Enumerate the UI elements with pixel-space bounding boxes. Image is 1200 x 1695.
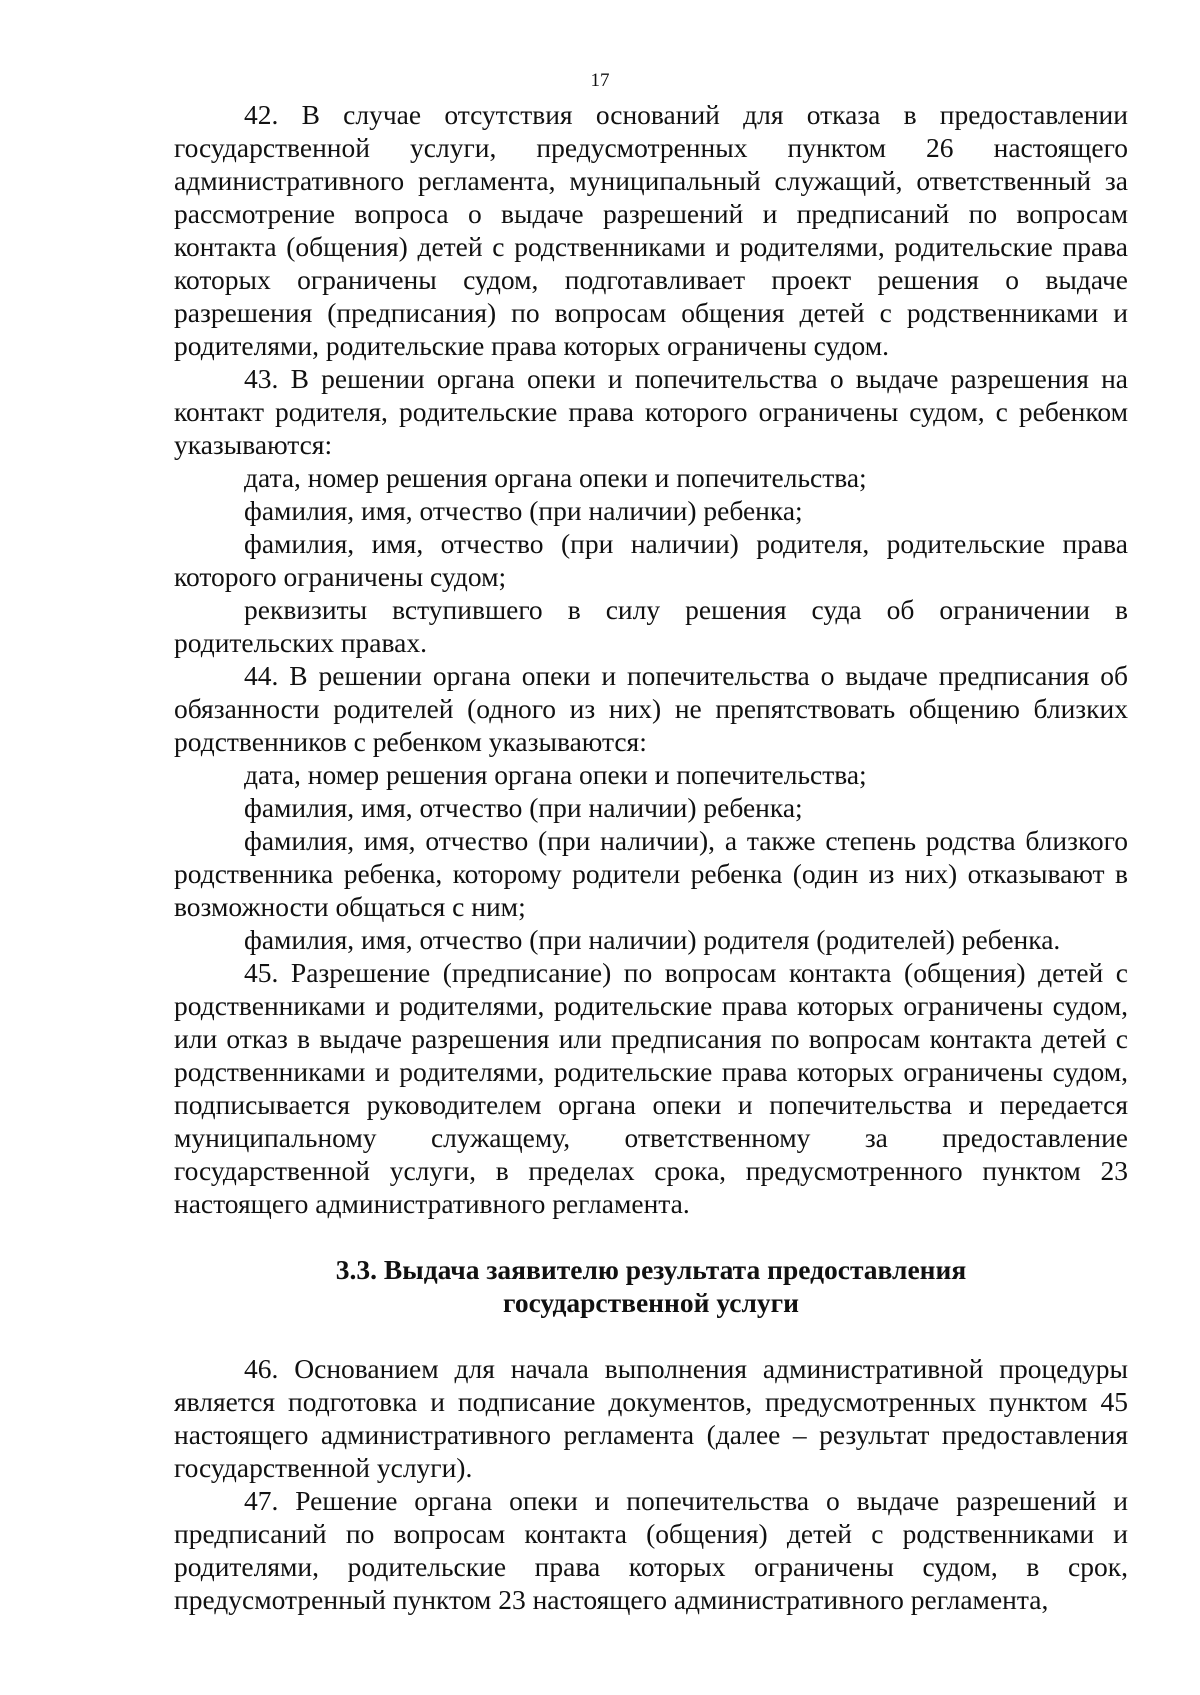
list-item: дата, номер решения органа опеки и попечительства; [244, 462, 867, 493]
document-body [174, 98, 1128, 1616]
paragraph-42: 42. В случае отсутствия оснований для отказа в предоставлении государственной услуги, предусмотренных пунктом 26 настоящего административного регламента, муниципальный служащий, ответственный за рассмотрение вопроса о выдаче разрешений и предписаний по вопросам контакта (общения) детей с родственниками и родителями, родительские права которых ограничены судом, подготавливает проект решения о выдаче разрешения (предписания) по вопросам общения детей с родственниками и родителями, родительские права которых ограничены судом. [174, 99, 1128, 361]
list-item: фамилия, имя, отчество (при наличии) ребенка; [244, 792, 803, 823]
section-heading-line-2: государственной услуги [503, 1287, 799, 1318]
section-heading [174, 1253, 1128, 1319]
list-item: фамилия, имя, отчество (при наличии) ребенка; [244, 495, 803, 526]
paragraph-43: 43. В решении органа опеки и попечительства о выдаче разрешения на контакт родителя, родительские права которого ограничены судом, с ребенком указываются: [174, 363, 1128, 460]
paragraph-45: 45. Разрешение (предписание) по вопросам контакта (общения) детей с родственниками и родителями, родительские права которых ограничены судом, или отказ в выдаче разрешения или предписания по вопросам контакта детей с родственниками и родителями, родительские права которых ограничены судом, подписывается руководителем органа опеки и попечительства и передается муниципальному служащему, ответственному за предоставление государственной услуги, в пределах срока, предусмотренного пунктом 23 настоящего административного регламента. [174, 957, 1128, 1219]
section-heading-line-1: 3.3. Выдача заявителю результата предоставления [335, 1254, 967, 1285]
page-number: 17 [590, 70, 610, 91]
list-item: дата, номер решения органа опеки и попечительства; [244, 759, 867, 790]
paragraph-47: 47. Решение органа опеки и попечительства о выдаче разрешений и предписаний по вопросам контакта (общения) детей с родственниками и родителями, родительские права которых ограничены судом, в срок, предусмотренный пунктом 23 настоящего административного регламента, [174, 1485, 1128, 1615]
paragraph-46: 46. Основанием для начала выполнения административной процедуры является подготовка и подписание документов, предусмотренных пунктом 45 настоящего административного регламента (далее – результат предоставления государственной услуги). [174, 1353, 1128, 1483]
list-item: реквизиты вступившего в силу решения суда об ограничении в родительских правах. [174, 594, 1128, 658]
list-item: фамилия, имя, отчество (при наличии) родителя, родительские права которого ограничены судом; [174, 528, 1128, 592]
list-item: фамилия, имя, отчество (при наличии) родителя (родителей) ребенка. [244, 924, 1061, 955]
paragraph-44: 44. В решении органа опеки и попечительства о выдаче предписания об обязанности родителей (одного из них) не препятствовать общению близких родственников с ребенком указываются: [174, 660, 1128, 757]
list-item: фамилия, имя, отчество (при наличии), а также степень родства близкого родственника ребенка, которому родители ребенка (один из них) отказывают в возможности общаться с ним; [174, 825, 1128, 922]
